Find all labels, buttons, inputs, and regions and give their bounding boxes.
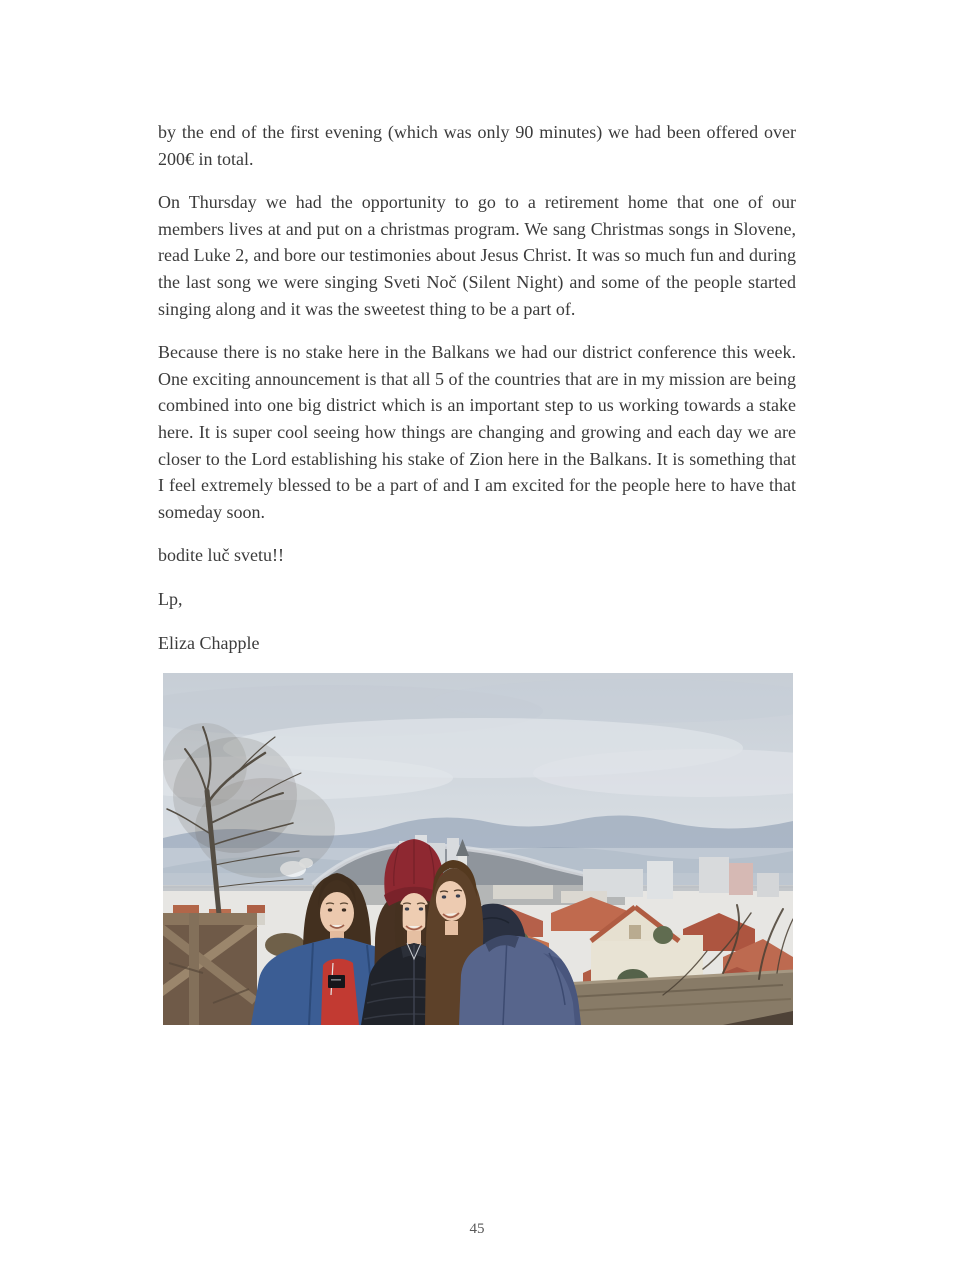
paragraph-retirement-home: On Thursday we had the opportunity to go to a retirement home that one of our members lives at and put on a christmas program. We sang Christmas songs in Slovene, read Luke 2, and bore our testimonies about Jesus Christ. It was so much fun and during the last song we were singing Sveti Noč (Silent Night) and some of the people started singing along and it was the sweetest thing to be a part of. (158, 192, 796, 319)
eye (456, 894, 460, 897)
red-hoodie-front (321, 959, 359, 1025)
letter-body (158, 0, 796, 1025)
eye (405, 907, 409, 910)
photo-scene (163, 673, 793, 1025)
page-number: 45 (469, 1221, 485, 1237)
missionary-badge (328, 975, 345, 988)
paragraph-district-conference: Because there is no stake here in the Balkans we had our district conference this week. One exciting announcement is that all 5 of the countries that are in my mission are being combined into one big district which is an important step to us working towards a stake here. It is super cool seeing how things are changing and growing and each day we are closer to the Lord establishing his stake of Zion here in the Balkans. It is something that I feel extremely blessed to be a part of and I am excited for the people here to have that someday soon. (158, 342, 796, 522)
wooden-fence (163, 913, 257, 1025)
sign-off-line: bodite luč svetu!! (158, 545, 284, 566)
valediction-line: Lp, (158, 588, 183, 609)
eye (342, 908, 346, 911)
photo-three-missionaries-town-view (163, 673, 793, 1025)
neck (407, 931, 421, 944)
neck (445, 921, 458, 935)
eye (328, 908, 332, 911)
signature-line: Eliza Chapple (158, 632, 260, 653)
eye (419, 907, 423, 910)
paragraph-evening-donations: by the end of the first evening (which was only 90 minutes) we had been offered over 200€ in total. (158, 122, 796, 169)
eye (442, 895, 446, 898)
badge-text-line (331, 979, 341, 981)
